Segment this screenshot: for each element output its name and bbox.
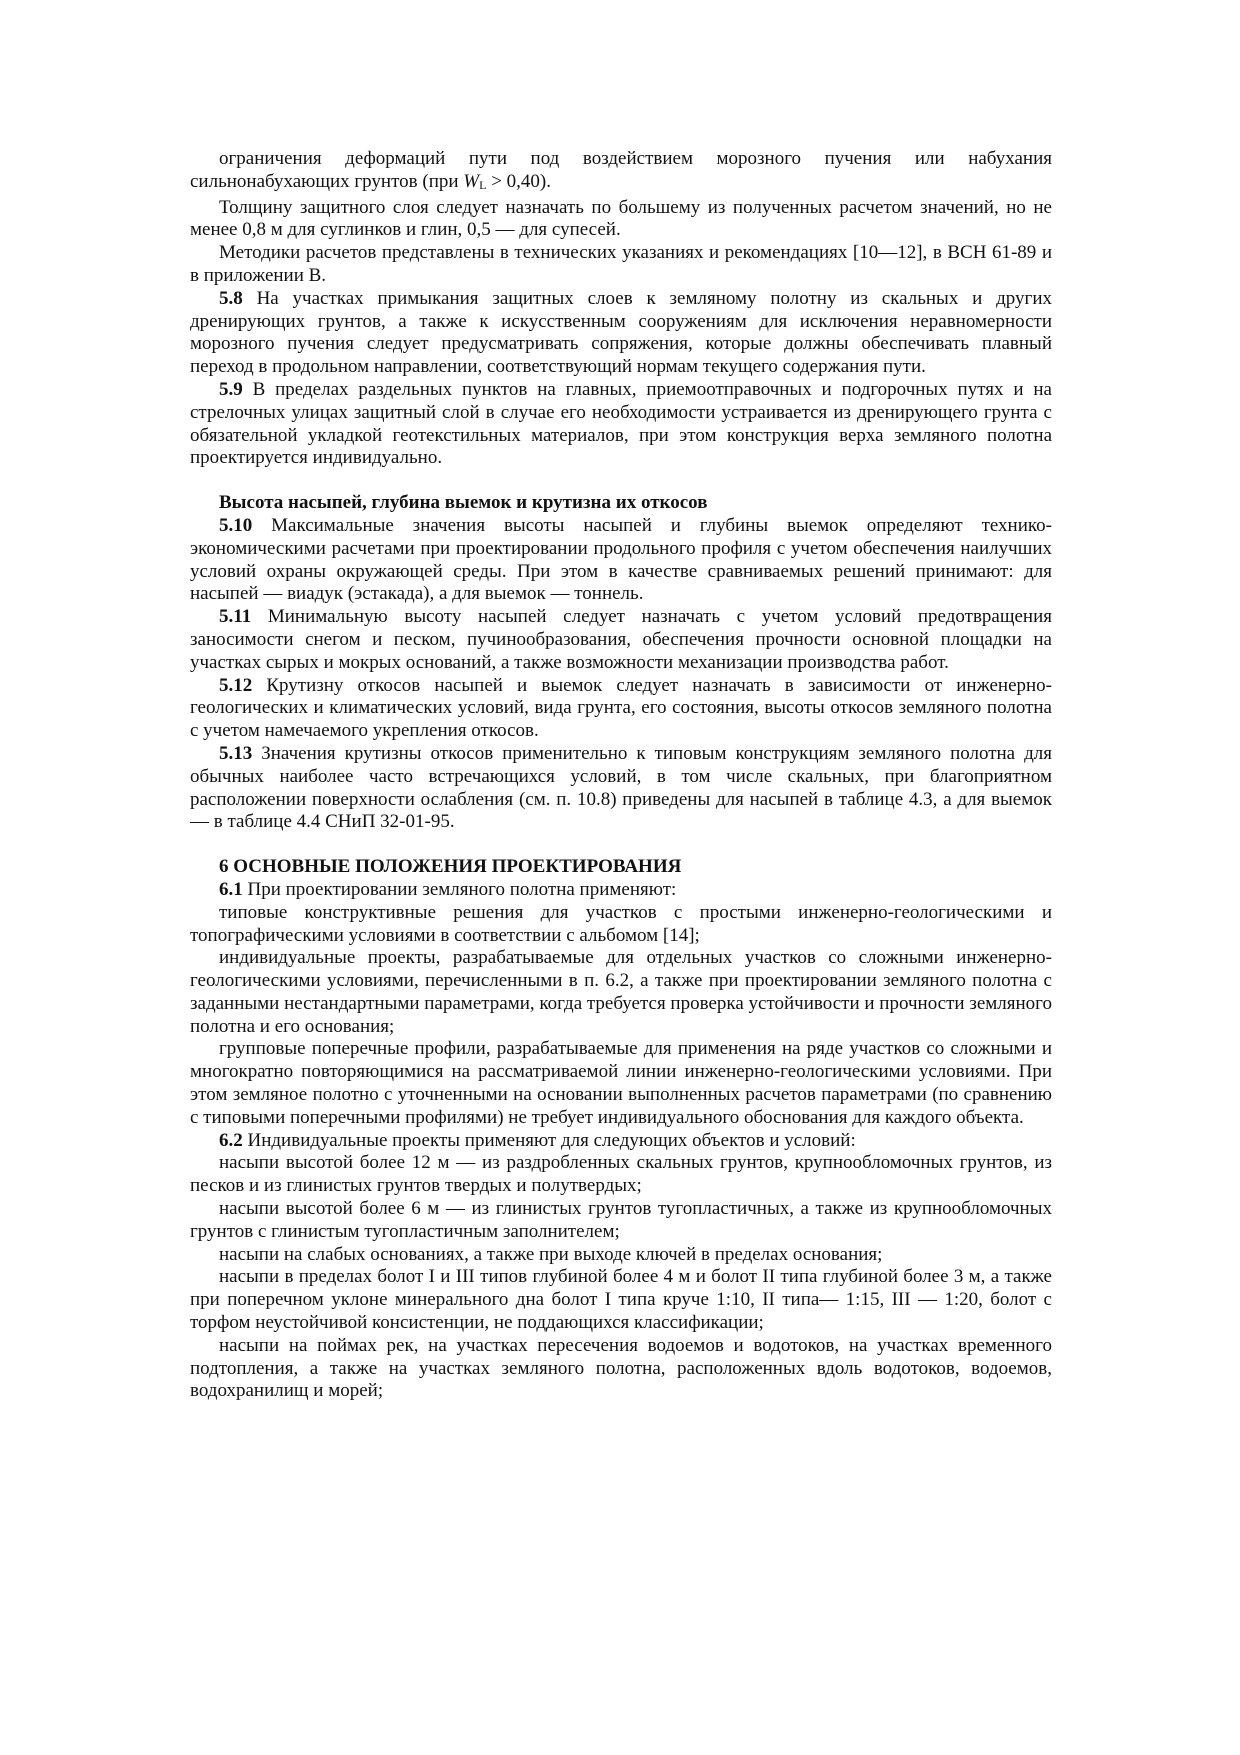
list-item-embankment-12m (190, 1152, 1052, 1198)
paragraph-text: групповые поперечные профили, разрабатываемые для применения на ряде участков со сложными и многократно повторяющимися на рассматриваемой линии инженерно-геологическими условиями. При этом земляное полотно с уточненными на основании выполненных расчетов параметрами (по сравнению с типовыми поперечными профилями) не требует индивидуального обоснования для каждого объекта. (190, 1038, 1052, 1128)
clause-number: 5.9 (219, 378, 243, 400)
list-item-embankment-6m (190, 1198, 1052, 1244)
list-item-weak-base (190, 1244, 1052, 1267)
paragraph-text: насыпи в пределах болот I и III типов глубиной более 4 м и болот II типа глубиной более 3 м, а также при поперечном уклоне минерального дна болот I типа круче 1:10, II типа— 1:15, III — 1:20, болот с торфом неустойчивой консистенции, не поддающихся классификации; (190, 1266, 1052, 1334)
paragraph-text: насыпи на слабых основаниях, а также при выходе ключей в пределах основания; (219, 1243, 883, 1265)
clause-number: 5.8 (219, 287, 243, 309)
clause-5-8 (190, 288, 1052, 379)
clause-number: 5.12 (219, 674, 253, 696)
clause-number: 6.1 (219, 878, 243, 900)
paragraph-text: Методики расчетов представлены в технических указаниях и рекомендациях [10—12], в ВСН 61-89 и в приложении В. (190, 242, 1052, 286)
paragraph-text: индивидуальные проекты, разрабатываемые для отдельных участков со сложными инженерно-геологическими условиями, перечисленными в п. 6.2, а также при проектировании земляного полотна с заданными нестандартными параметрами, когда требуется проверка устойчивости и прочности земляного полотна и его основания; (190, 947, 1052, 1037)
paragraph-p1 (190, 148, 1052, 197)
list-item-individual (190, 947, 1052, 1038)
document-page (190, 148, 1052, 1403)
section-heading-6: 6 ОСНОВНЫЕ ПОЛОЖЕНИЯ ПРОЕКТИРОВАНИЯ (219, 856, 682, 878)
paragraph-p3 (190, 242, 1052, 288)
paragraph-text: Минимальную высоту насыпей следует назначать с учетом условий предотвращения заносимости снегом и песком, пучинообразования, обеспечения прочности основной площадки на участках сырых и мокрых оснований, а также возможности механизации производства работ. (190, 606, 1052, 673)
paragraph-text: типовые конструктивные решения для участков с простыми инженерно-геологическими и топографическими условиями в соответствии с альбомом [14]; (190, 901, 1052, 946)
clause-6-2 (190, 1130, 1052, 1153)
list-item-typical (190, 902, 1052, 948)
clause-number: 5.11 (219, 606, 252, 628)
paragraph-text: Толщину защитного слоя следует назначать по большему из полученных расчетом значений, но не менее 0,8 м для суглинков и глин, 0,5 — для супесей. (190, 196, 1052, 241)
paragraph-text: Индивидуальные проекты применяют для следующих объектов и условий: (242, 1129, 856, 1151)
subscript-l: L (479, 177, 487, 192)
clause-number: 6.2 (219, 1129, 243, 1151)
paragraph-text: насыпи высотой более 6 м — из глинистых грунтов тугопластичных, а также из крупнообломочных грунтов с глинистым тугопластичным заполнителем; (190, 1198, 1052, 1242)
clause-5-12 (190, 675, 1052, 743)
variable-w: W (463, 170, 480, 192)
clause-number: 5.13 (219, 742, 253, 764)
paragraph-text: насыпи на поймах рек, на участках пересечения водоемов и водотоков, на участках временного подтопления, а также на участках земляного полотна, расположенных вдоль водотоков, водоемов, водохранилищ и морей; (190, 1334, 1052, 1402)
list-item-swamps (190, 1266, 1052, 1334)
paragraph-text: При проектировании земляного полотна применяют: (242, 878, 677, 900)
paragraph-p2 (190, 197, 1052, 243)
paragraph-text: На участках примыкания защитных слоев к земляному полотну из скальных и других дренирующих грунтов, а также к искусственным сооружениям для исключения неравномерности морозного пучения следует предусматривать сопряжения, которые должны обеспечивать плавный переход в продольном направлении, соответствующий нормам текущего содержания пути. (190, 287, 1052, 378)
clause-5-13 (190, 743, 1052, 834)
paragraph-text: ограничения деформаций пути под воздействием морозного пучения или набухания сильнонабухающих грунтов (при (190, 148, 1052, 192)
clause-6-1 (190, 879, 1052, 902)
clause-number: 5.10 (219, 514, 253, 536)
clause-5-9 (190, 379, 1052, 470)
list-item-group (190, 1038, 1052, 1129)
clause-5-10 (190, 515, 1052, 606)
list-item-floodplains (190, 1335, 1052, 1403)
paragraph-text: насыпи высотой более 12 м — из раздробленных скальных грунтов, крупнообломочных грунтов, из песков и из глинистых грунтов твердых и полутвердых; (190, 1152, 1052, 1197)
paragraph-text: Значения крутизны откосов применительно к типовым конструкциям земляного полотна для обычных наиболее часто встречающихся условий, в том числе скальных, при благоприятном расположении поверхности ослабления (см. п. 10.8) приведены для насыпей в таблице 4.3, а для выемок — в таблице 4.4 СНиП 32-01-95. (190, 742, 1052, 833)
clause-5-11 (190, 606, 1052, 674)
section-heading-slopes: Высота насыпей, глубина выемок и крутизна их откосов (219, 492, 708, 514)
paragraph-text: > 0,40). (486, 170, 552, 192)
paragraph-text: В пределах раздельных пунктов на главных, приемоотправочных и подгорочных путях и на стрелочных улицах защитный слой в случае его необходимости устраивается из дренирующего грунта с обязательной укладкой геотекстильных материалов, при этом конструкция верха земляного полотна проектируется индивидуально. (190, 378, 1052, 469)
paragraph-text: Крутизну откосов насыпей и выемок следует назначать в зависимости от инженерно-геологических и климатических условий, вида грунта, его состояния, высоты откосов земляного полотна с учетом намечаемого укрепления откосов. (190, 674, 1052, 742)
paragraph-text: Максимальные значения высоты насыпей и глубины выемок определяют технико-экономическими расчетами при проектировании продольного профиля с учетом обеспечения наилучших условий охраны окружающей среды. При этом в качестве сравниваемых решений принимают: для насыпей — виадук (эстакада), а для выемок — тоннель. (190, 514, 1052, 605)
